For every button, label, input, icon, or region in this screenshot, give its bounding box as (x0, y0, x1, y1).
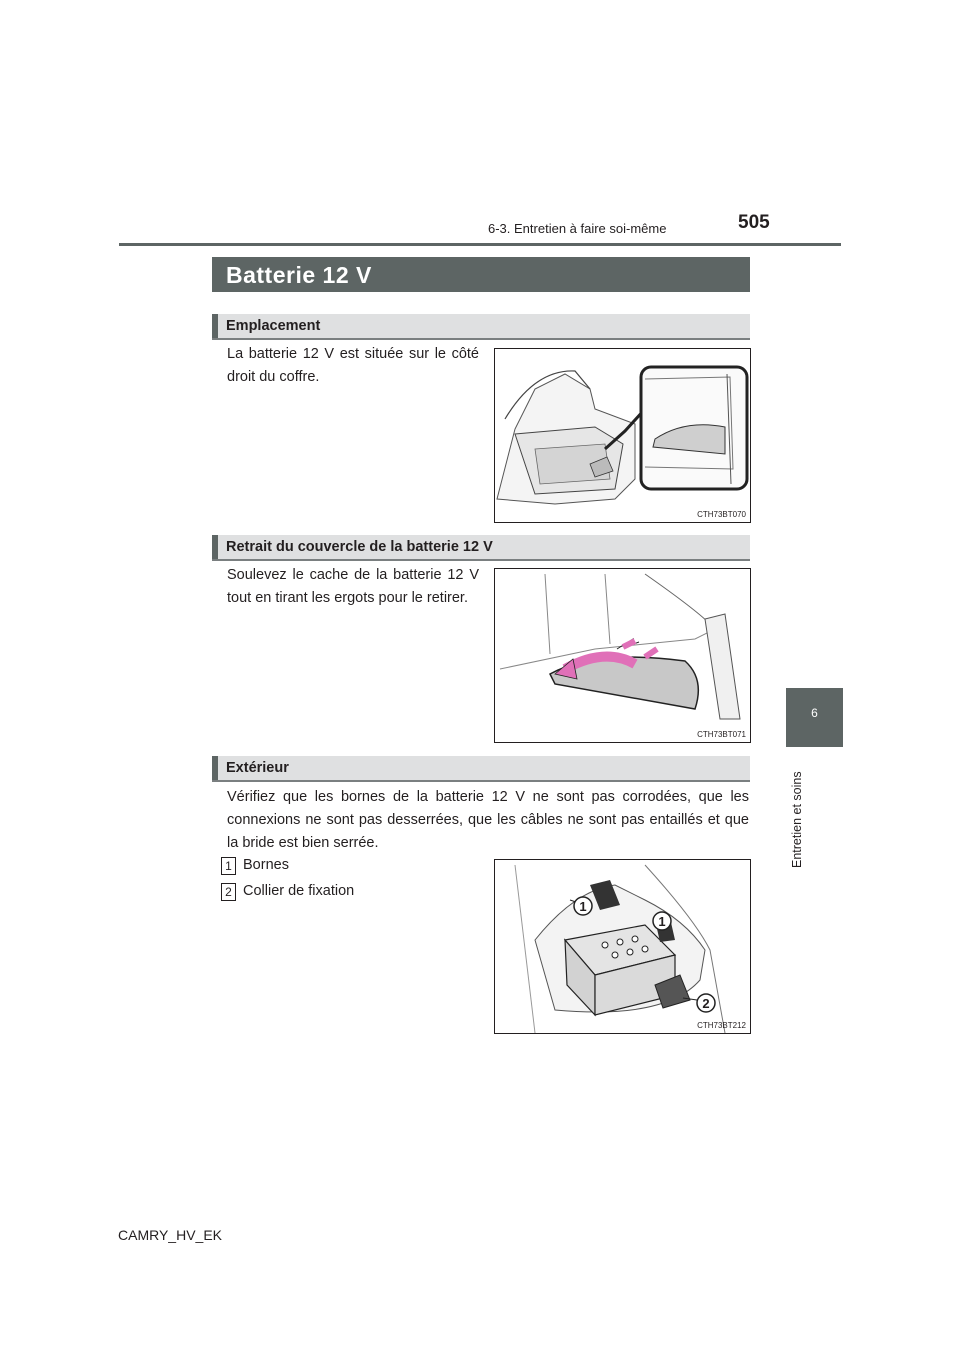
figure-code: CTH73BT212 (697, 1021, 746, 1030)
callout-1-terminal: 1 (579, 899, 587, 914)
section-text-exterieur: Vérifiez que les bornes de la batterie 12 V ne sont pas corrodées, que les connexions ne sont pas desserrées, que les câbles ne sont pas entaillés et que la bride est bien serrée. (227, 789, 749, 851)
legend-label-collier: Collier de fixation (243, 883, 355, 899)
callout-2-clamp: 2 (702, 996, 710, 1011)
header-rule (119, 243, 841, 246)
legend-number-1: 1 (221, 857, 236, 875)
footer-model-code: CAMRY_HV_EK (118, 1227, 223, 1243)
chapter-label (788, 760, 808, 870)
chapter-label-text: Entretien et soins (790, 771, 804, 868)
figure-cover-removal (494, 568, 751, 743)
section-text-retrait: Soulevez le cache de la batterie 12 V tout en tirant les ergots pour le retirer. (227, 567, 479, 606)
cover-removal-illustration (495, 569, 750, 742)
trunk-illustration (495, 349, 750, 522)
figure-trunk-location (494, 348, 751, 523)
section-heading-emplacement (212, 314, 750, 340)
figure-battery-exterior (494, 859, 751, 1034)
section-heading-text: Extérieur (226, 760, 289, 776)
figure-code: CTH73BT070 (697, 510, 746, 519)
section-heading-retrait (212, 535, 750, 561)
page-title: Batterie 12 V (226, 262, 372, 288)
legend-label-bornes: Bornes (243, 857, 289, 873)
section-heading-text: Retrait du couvercle de la batterie 12 V (226, 539, 493, 555)
section-breadcrumb: 6-3. Entretien à faire soi-même (488, 221, 667, 236)
figure-code: CTH73BT071 (697, 730, 746, 739)
section-heading-exterieur (212, 756, 750, 782)
page-number: 505 (738, 212, 770, 233)
section-heading-text: Emplacement (226, 318, 321, 334)
legend-number-2: 2 (221, 883, 236, 901)
callout-1-terminal: 1 (658, 914, 666, 929)
section-text-emplacement: La batterie 12 V est située sur le côté droit du coffre. (227, 346, 479, 385)
battery-illustration (495, 860, 750, 1033)
chapter-number: 6 (811, 706, 818, 720)
